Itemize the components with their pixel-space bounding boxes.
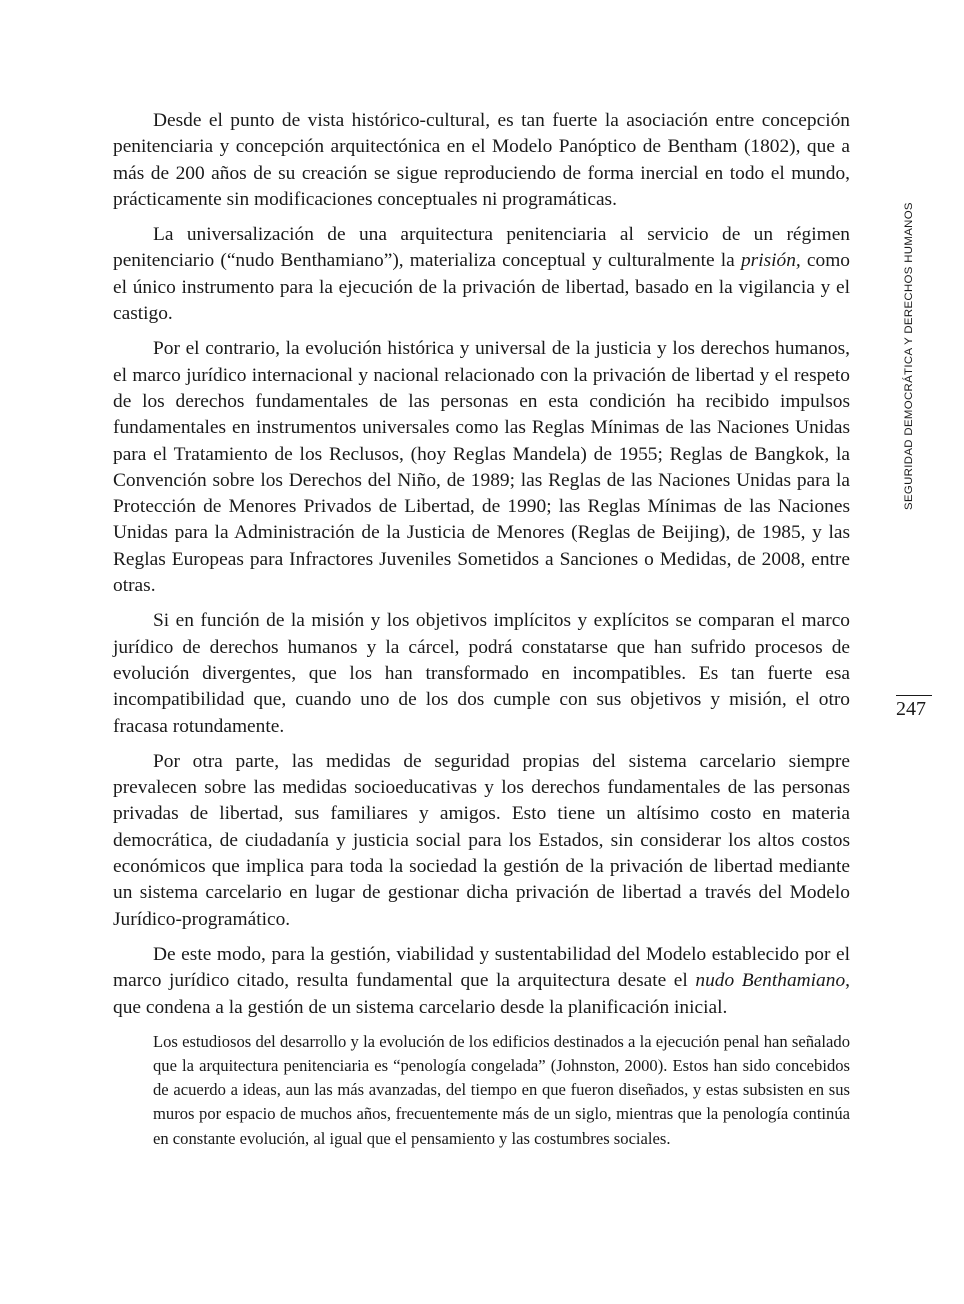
body-text bbox=[113, 108, 850, 1151]
paragraph bbox=[113, 222, 850, 327]
paragraph: Por otra parte, las medidas de seguridad propias del sistema carcelario siempre prevalecen sobre las medidas socioeducativas y los derechos fundamentales de las personas privadas de libertad, sus familiares y amigos. Esto tiene un altísimo costo en materia democrática, de ciudadanía y justicia social para los Estados, sin considerar los altos costos económicos que implica para toda la sociedad la gestión de la privación de libertad mediante un sistema carcelario en lugar de gestionar dicha privación de libertad a través del Modelo Jurídico-programático. bbox=[113, 750, 850, 930]
page-number: 247 bbox=[896, 698, 926, 720]
paragraph-text: De este modo, para la gestión, viabilidad y sustentabilidad del Modelo establecido por el marco jurídico citado, resulta fundamental que la arquitectura desate el bbox=[113, 943, 850, 992]
emphasis-text: nudo Benthamiano bbox=[695, 970, 846, 992]
block-quote: Los estudiosos del desarrollo y la evolución de los edificios destinados a la ejecución penal han señalado que la arquitectura penitenciaria es “penología congelada” (Johnston, 2000). Estos han sido concebidos de acuerdo a ideas, aun las más avanzadas, del tiempo en que fueron diseñados, y estas subsisten en sus muros por espacio de muchos años, frecuentemente más de un siglo, mientras que la penología continúa en constante evolución, al igual que el pensamiento y las costumbres sociales. bbox=[153, 1031, 850, 1148]
paragraph-text: , que condena a la gestión de un sistema carcelario desde la planificación inicial. bbox=[113, 970, 850, 1018]
paragraph: Desde el punto de vista histórico-cultural, es tan fuerte la asociación entre concepción penitenciaria y concepción arquitectónica en el Modelo Panóptico de Bentham (1802), que a más de 200 años de su creación se sigue reproduciendo de forma inercial en todo el mundo, prácticamente sin modificaciones conceptuales ni programáticas. bbox=[113, 110, 850, 210]
paragraph-text: como el único instrumento para la ejecución de la privación de libertad, basado en la vigilancia y el castigo. bbox=[113, 250, 850, 325]
paragraph: Si en función de la misión y los objetivos implícitos y explícitos se comparan el marco jurídico de derechos humanos y la cárcel, podrá constatarse que han sufrido procesos de evolución divergentes, que los han transformado en incompatibles. Es tan fuerte esa incompatibilidad que, cuando uno de los dos cumple con sus objetivos y misión, el otro fracasa rotundamente. bbox=[113, 610, 850, 737]
page-number-rule bbox=[896, 695, 932, 696]
paragraph bbox=[113, 942, 850, 1021]
running-head: SEGURIDAD DEMOCRÁTICA Y DERECHOS HUMANOS bbox=[903, 202, 915, 510]
paragraph-text: La universalización de una arquitectura penitenciaria al servicio de un régimen penitenciario (“nudo Benthamiano”), materializa conceptual y culturalmente la bbox=[113, 224, 850, 272]
emphasis-text: prisión, bbox=[740, 250, 801, 272]
paragraph: Por el contrario, la evolución histórica y universal de la justicia y los derechos humanos, el marco jurídico internacional y nacional relacionado con la privación de libertad y el respeto de los derechos fundamentales de las personas en esta condición ha recibido impulsos fundamentales en instrumentos universales como las Reglas Mínimas de las Naciones Unidas para el Tratamiento de los Reclusos, (hoy Reglas Mandela) de 1955; Reglas de Bangkok, la Convención sobre los Derechos del Niño, de 1989; las Reglas de las Naciones Unidas para la Protección de Menores Privados de Libertad, de 1990; las Reglas Mínimas de las Naciones Unidas para la Administración de la Justicia de Menores (Reglas de Beijing), de 1985, y las Reglas Europeas para Infractores Juveniles Sometidos a Sanciones o Medidas, de 2008, entre otras. bbox=[113, 338, 850, 597]
